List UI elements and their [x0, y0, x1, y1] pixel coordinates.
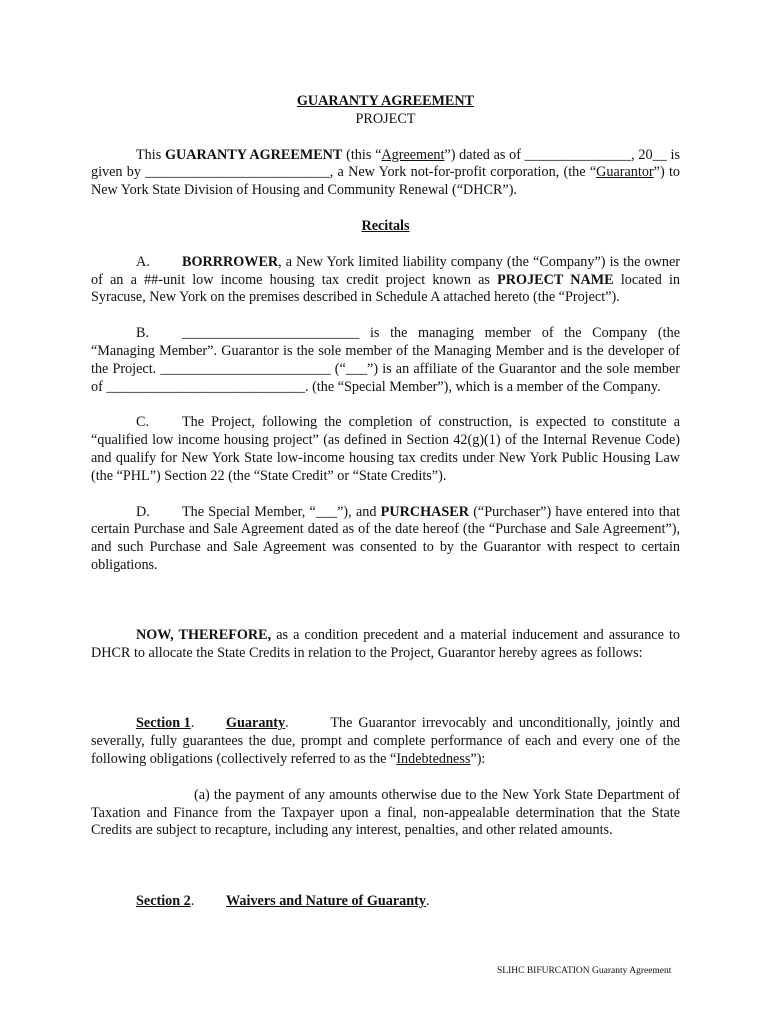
section-2-heading: Waivers and Nature of Guaranty — [226, 893, 426, 910]
document-subtitle: PROJECT — [355, 110, 416, 127]
document-body — [91, 93, 680, 911]
document-title: GUARANTY AGREEMENT — [296, 93, 475, 109]
section-1-label: Section 1 — [136, 715, 191, 732]
recitals-heading: Recitals — [361, 217, 410, 234]
recital-b: B. _________________________ is the managing member of the Company (the “Managing Member”. Guarantor is the sole member of the Managing Member and is the developer of the Project. ________________________ (“___”) is an affiliate of the Guarantor and the sole member of ____________________________. (the “Special Member”), which is a member of the Company. — [91, 325, 680, 395]
recital-d: D. The Special Member, “___”), and PURCHASER (“Purchaser”) have entered into that certain Purchase and Sale Agreement dated as of the date hereof (the “Purchase and Sale Agreement”), and such Purchase and Sale Agreement was consented to by the Guarantor with respect to certain obligations. — [91, 503, 680, 573]
recital-a: A. BORRROWER, a New York limited liability company (the “Company”) is the owner of an a ##-unit low income housing tax credit project known as PROJECT NAME located in Syracuse, New York on the premises described in Schedule A attached hereto (the “Project”). — [91, 253, 681, 306]
section-1-item-a: (a) the payment of any amounts otherwise due to the New York State Department of Taxation and Finance from the Taxpayer upon a final, non-appealable determination that the State Credits are subject to recapture, including any interest, penalties, and other related amounts. — [91, 786, 680, 839]
section-2-label: Section 2 — [136, 893, 191, 910]
section-1-paragraph: Section 1. Guaranty. The Guarantor irrevocably and unconditionally, jointly and severally, fully guarantees the due, prompt and complete performance of each and every one of the following obligations (collectively referred to as the “Indebtedness”): — [91, 715, 681, 767]
section-2-heading-line: Section 2. Waivers and Nature of Guaranty. — [136, 893, 430, 910]
intro-paragraph: This GUARANTY AGREEMENT (this “Agreement”) dated as of _______________, 20__ is given by __________________________, a New York not-for-profit corporation, (the “Guarantor”) to New York State Division of Housing and Community Renewal (“DHCR”). — [91, 146, 680, 199]
now-therefore-paragraph: NOW, THEREFORE, as a condition precedent and a material inducement and assurance to DHCR to allocate the State Credits in relation to the Project, Guarantor hereby agrees as follows: — [91, 626, 680, 661]
section-1-heading: Guaranty — [226, 715, 286, 732]
page-footer: SLIHC BIFURCATION Guaranty Agreement — [497, 966, 672, 976]
recital-c: C. The Project, following the completion of construction, is expected to constitute a “qualified low income housing project” (as defined in Section 42(g)(1) of the Internal Revenue Code) and qualify for New York State low-income housing tax credits under New York Public Housing Law (the “PHL”) Section 22 (the “State Credit” or “State Credits”). — [91, 414, 680, 484]
